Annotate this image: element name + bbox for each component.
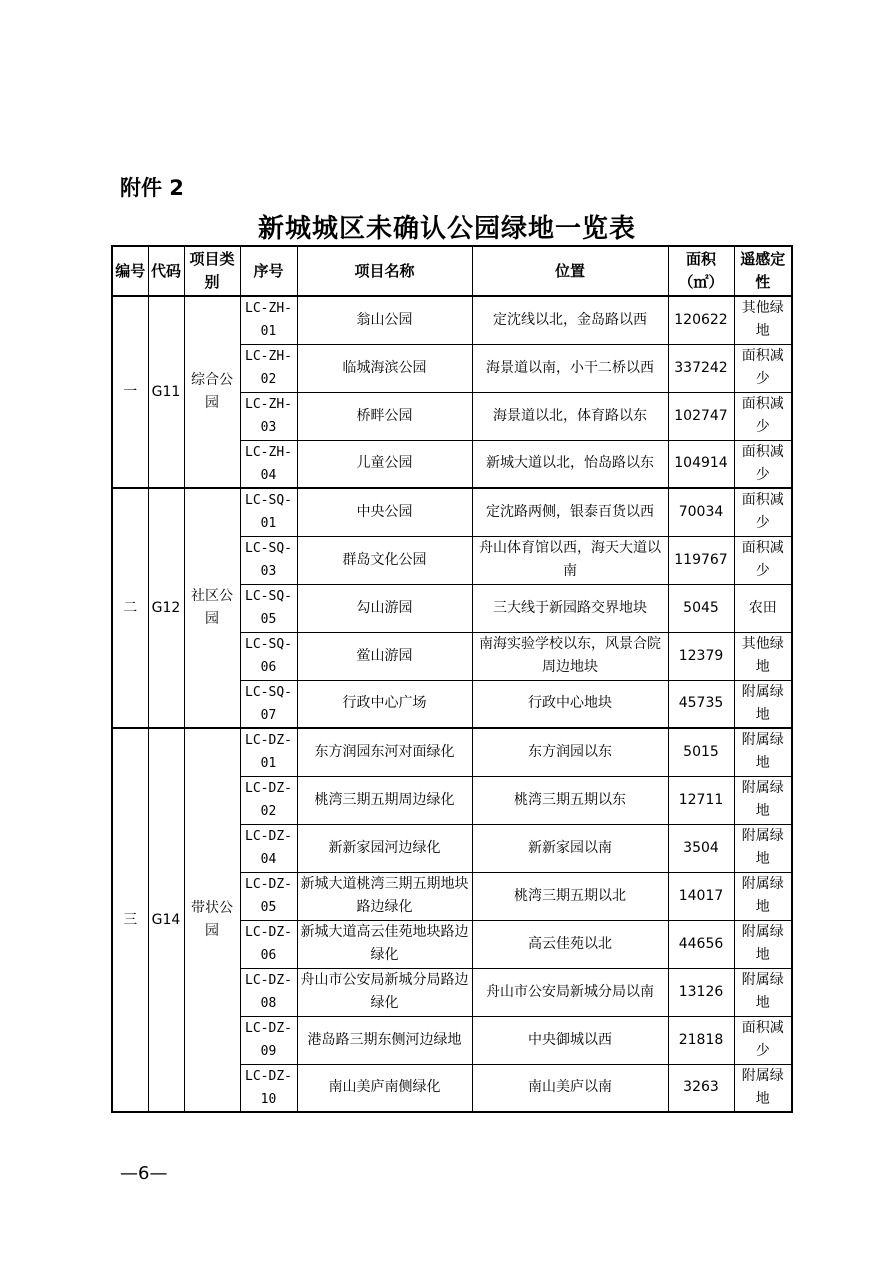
- name-cell: 南山美庐南侧绿化: [297, 1064, 472, 1112]
- page-number: —6—: [120, 1163, 168, 1184]
- name-cell: 群岛文化公园: [297, 536, 472, 584]
- name-cell: 新新家园河边绿化: [297, 824, 472, 872]
- seq-cell: LC-SQ-01: [240, 488, 297, 536]
- remote-cell: 其他绿地: [734, 296, 792, 344]
- area-cell: 5045: [668, 584, 734, 632]
- seq-cell: LC-DZ-06: [240, 920, 297, 968]
- group-num-cell: 三: [112, 728, 148, 1112]
- document-title: 新城城区未确认公园绿地一览表: [257, 214, 636, 244]
- location-cell: 三大线于新园路交界地块: [472, 584, 668, 632]
- seq-cell: LC-DZ-09: [240, 1016, 297, 1064]
- name-cell: 临城海滨公园: [297, 344, 472, 392]
- remote-cell: 附属绿地: [734, 728, 792, 776]
- group-code-cell: G14: [148, 728, 184, 1112]
- remote-cell: 面积减少: [734, 344, 792, 392]
- location-cell: 南山美庐以南: [472, 1064, 668, 1112]
- location-cell: 海景道以南，小干二桥以西: [472, 344, 668, 392]
- attachment-label: 附件 2: [120, 176, 184, 200]
- location-cell: 桃湾三期五期以北: [472, 872, 668, 920]
- seq-cell: LC-SQ-07: [240, 680, 297, 728]
- location-cell: 舟山市公安局新城分局以南: [472, 968, 668, 1016]
- seq-cell: LC-SQ-06: [240, 632, 297, 680]
- area-cell: 45735: [668, 680, 734, 728]
- location-cell: 新城大道以北，怡岛路以东: [472, 440, 668, 488]
- seq-cell: LC-DZ-05: [240, 872, 297, 920]
- location-cell: 桃湾三期五期以东: [472, 776, 668, 824]
- table-row: [112, 488, 792, 536]
- area-cell: 119767: [668, 536, 734, 584]
- location-cell: 东方润园以东: [472, 728, 668, 776]
- table-body: [112, 296, 792, 1112]
- header-name: 项目名称: [297, 246, 472, 296]
- area-cell: 3504: [668, 824, 734, 872]
- area-cell: 14017: [668, 872, 734, 920]
- location-cell: 新新家园以南: [472, 824, 668, 872]
- name-cell: 儿童公园: [297, 440, 472, 488]
- group-code-cell: G11: [148, 296, 184, 488]
- header-area: 面积（㎡）: [668, 246, 734, 296]
- area-cell: 104914: [668, 440, 734, 488]
- remote-cell: 附属绿地: [734, 968, 792, 1016]
- table-header-row: [112, 246, 792, 296]
- location-cell: 高云佳苑以北: [472, 920, 668, 968]
- seq-cell: LC-ZH-01: [240, 296, 297, 344]
- location-cell: 中央御城以西: [472, 1016, 668, 1064]
- table-row: [112, 296, 792, 344]
- area-cell: 3263: [668, 1064, 734, 1112]
- group-num-cell: 二: [112, 488, 148, 728]
- name-cell: 行政中心广场: [297, 680, 472, 728]
- area-cell: 12379: [668, 632, 734, 680]
- header-num: 编号: [112, 246, 148, 296]
- name-cell: 桃湾三期五期周边绿化: [297, 776, 472, 824]
- area-cell: 102747: [668, 392, 734, 440]
- seq-cell: LC-DZ-10: [240, 1064, 297, 1112]
- location-cell: 海景道以北，体育路以东: [472, 392, 668, 440]
- remote-cell: 面积减少: [734, 440, 792, 488]
- area-cell: 70034: [668, 488, 734, 536]
- park-list-table: [111, 245, 793, 1113]
- seq-cell: LC-DZ-04: [240, 824, 297, 872]
- remote-cell: 面积减少: [734, 392, 792, 440]
- remote-cell: 其他绿地: [734, 632, 792, 680]
- location-cell: 舟山体育馆以西，海天大道以南: [472, 536, 668, 584]
- header-location: 位置: [472, 246, 668, 296]
- location-cell: 南海实验学校以东，风景合院周边地块: [472, 632, 668, 680]
- seq-cell: LC-SQ-05: [240, 584, 297, 632]
- area-cell: 21818: [668, 1016, 734, 1064]
- seq-cell: LC-ZH-03: [240, 392, 297, 440]
- area-cell: 44656: [668, 920, 734, 968]
- group-num-cell: 一: [112, 296, 148, 488]
- header-seq: 序号: [240, 246, 297, 296]
- area-cell: 13126: [668, 968, 734, 1016]
- remote-cell: 附属绿地: [734, 920, 792, 968]
- name-cell: 桥畔公园: [297, 392, 472, 440]
- remote-cell: 附属绿地: [734, 872, 792, 920]
- remote-cell: 附属绿地: [734, 680, 792, 728]
- area-cell: 5015: [668, 728, 734, 776]
- seq-cell: LC-ZH-02: [240, 344, 297, 392]
- name-cell: 东方润园东河对面绿化: [297, 728, 472, 776]
- location-cell: 行政中心地块: [472, 680, 668, 728]
- seq-cell: LC-ZH-04: [240, 440, 297, 488]
- group-type-cell: 带状公园: [184, 728, 240, 1112]
- name-cell: 港岛路三期东侧河边绿地: [297, 1016, 472, 1064]
- name-cell: 鲎山游园: [297, 632, 472, 680]
- seq-cell: LC-SQ-03: [240, 536, 297, 584]
- header-type: 项目类别: [184, 246, 240, 296]
- name-cell: 新城大道高云佳苑地块路边绿化: [297, 920, 472, 968]
- remote-cell: 农田: [734, 584, 792, 632]
- name-cell: 舟山市公安局新城分局路边绿化: [297, 968, 472, 1016]
- name-cell: 中央公园: [297, 488, 472, 536]
- seq-cell: LC-DZ-01: [240, 728, 297, 776]
- remote-cell: 面积减少: [734, 1016, 792, 1064]
- seq-cell: LC-DZ-08: [240, 968, 297, 1016]
- remote-cell: 附属绿地: [734, 1064, 792, 1112]
- name-cell: 新城大道桃湾三期五期地块路边绿化: [297, 872, 472, 920]
- header-remote: 遥感定性: [734, 246, 792, 296]
- table-row: [112, 728, 792, 776]
- group-type-cell: 综合公园: [184, 296, 240, 488]
- name-cell: 翁山公园: [297, 296, 472, 344]
- seq-cell: LC-DZ-02: [240, 776, 297, 824]
- location-cell: 定沈线以北，金岛路以西: [472, 296, 668, 344]
- remote-cell: 附属绿地: [734, 824, 792, 872]
- group-code-cell: G12: [148, 488, 184, 728]
- remote-cell: 附属绿地: [734, 776, 792, 824]
- area-cell: 12711: [668, 776, 734, 824]
- remote-cell: 面积减少: [734, 488, 792, 536]
- area-cell: 337242: [668, 344, 734, 392]
- header-code: 代码: [148, 246, 184, 296]
- remote-cell: 面积减少: [734, 536, 792, 584]
- location-cell: 定沈路两侧，银泰百货以西: [472, 488, 668, 536]
- area-cell: 120622: [668, 296, 734, 344]
- group-type-cell: 社区公园: [184, 488, 240, 728]
- name-cell: 勾山游园: [297, 584, 472, 632]
